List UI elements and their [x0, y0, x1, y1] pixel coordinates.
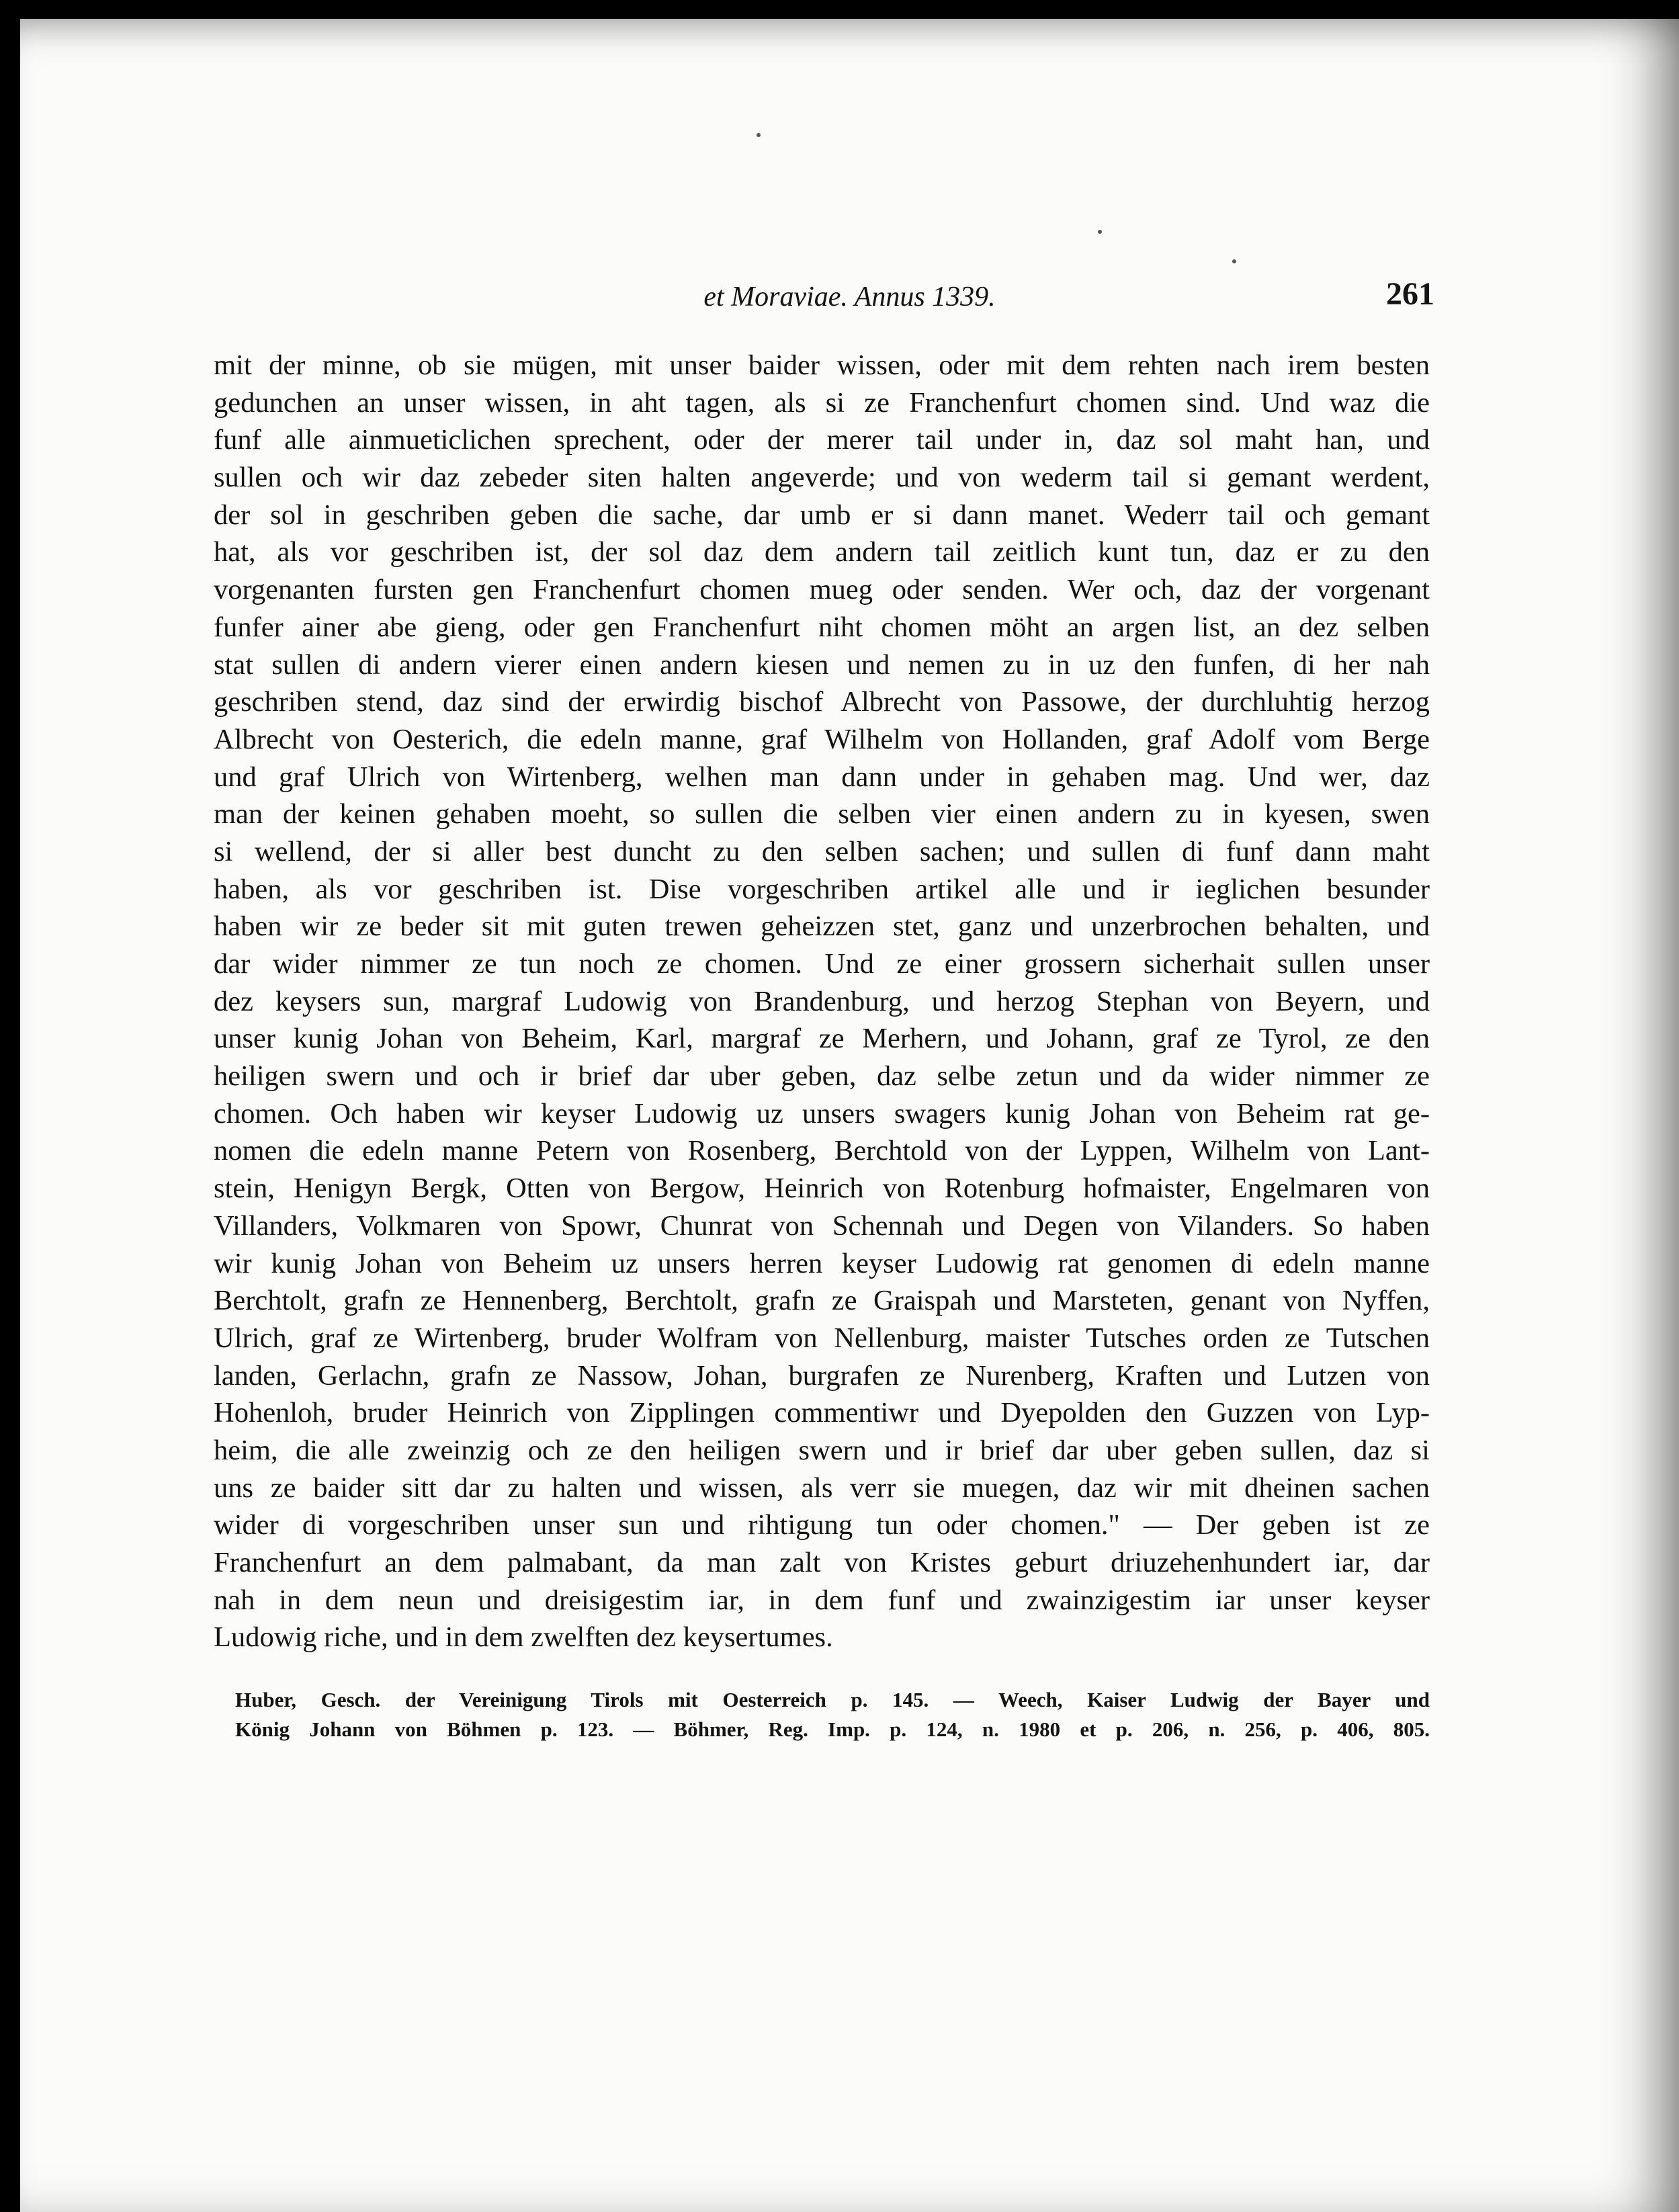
text-line: wider di vorgeschriben unser sun und rihtigung tun oder chomen." — Der geben ist ze: [214, 1509, 1430, 1541]
text-line: heiligen swern und och ir brief dar uber geben, daz selbe zetun und da wider nimmer ze: [214, 1060, 1430, 1093]
text-line: mit der minne, ob sie mügen, mit unser baider wissen, oder mit dem rehten nach irem besten: [214, 349, 1430, 381]
print-speck: [1098, 230, 1102, 234]
running-header: [20, 274, 1679, 321]
text-line: landen, Gerlachn, grafn ze Nassow, Johan, burgrafen ze Nurenberg, Kraften und Lutzen von: [214, 1359, 1430, 1392]
text-line: man der keinen gehaben moeht, so sullen die selben vier einen andern zu in kyesen, swen: [214, 798, 1430, 831]
print-speck: [757, 133, 761, 137]
text-line: stein, Henigyn Bergk, Otten von Bergow, Heinrich von Rotenburg hofmaister, Engelmaren von: [214, 1173, 1430, 1205]
text-line: funfer ainer abe gieng, oder gen Franchenfurt niht chomen möht an argen list, an dez selben: [214, 611, 1430, 643]
text-line: heim, die alle zweinzig och ze den heiligen swern und ir brief dar uber geben sullen, daz si: [214, 1434, 1430, 1466]
running-title: et Moraviae. Annus 1339.: [703, 282, 996, 312]
text-line: wir kunig Johan von Beheim uz unsers herren keyser Ludowig rat genomen di edeln manne: [214, 1247, 1430, 1279]
text-line: funf alle ainmueticlichen sprechent, oder der merer tail under in, daz sol maht han, und: [214, 424, 1430, 456]
text-line: Franchenfurt an dem palmabant, da man zalt von Kristes geburt driuzehenhundert iar, dar: [214, 1547, 1430, 1578]
text-line: haben, als vor geschriben ist. Dise vorgeschriben artikel alle und ir ieglichen besunder: [214, 873, 1430, 905]
text-line: der sol in geschriben geben die sache, dar umb er si dann manet. Wederr tail och gemant: [214, 499, 1430, 531]
text-line: sullen och wir daz zebeder siten halten angeverde; und von wederm tail si gemant werdent,: [214, 462, 1430, 494]
bibliographic-footnote: [235, 1685, 1430, 1744]
text-line: und graf Ulrich von Wirtenberg, welhen man dann under in gehaben mag. Und wer, daz: [214, 761, 1430, 793]
text-line: hat, als vor geschriben ist, der sol daz dem andern tail zeitlich kunt tun, daz er zu den: [214, 536, 1430, 568]
text-line: Ulrich, graf ze Wirtenberg, bruder Wolfram von Nellenburg, maister Tutsches orden ze Tutschen: [214, 1322, 1430, 1354]
print-speck: [1232, 259, 1236, 263]
text-line: gedunchen an unser wissen, in aht tagen, als si ze Franchenfurt chomen sind. Und waz die: [214, 386, 1430, 419]
text-line: dez keysers sun, margraf Ludowig von Brandenburg, und herzog Stephan von Beyern, und: [214, 985, 1430, 1017]
text-line: Hohenloh, bruder Heinrich von Zipplingen commentiwr und Dyepolden den Guzzen von Lyp-: [214, 1397, 1430, 1429]
text-line: uns ze baider sitt dar zu halten und wissen, als verr sie muegen, daz wir mit dheinen sachen: [214, 1472, 1430, 1504]
text-line: stat sullen di andern vierer einen andern kiesen und nemen zu in uz den funfen, di her nah: [214, 648, 1430, 681]
footnote-line: Huber, Gesch. der Vereinigung Tirols mit Oesterreich p. 145. — Weech, Kaiser Ludwig der Bayer und: [235, 1688, 1430, 1711]
text-line: nomen die edeln manne Petern von Rosenberg, Berchtold von der Lyppen, Wilhelm von Lant-: [214, 1135, 1430, 1167]
text-line: nah in dem neun und dreisigestim iar, in dem funf und zwainzigestim iar unser keyser: [214, 1584, 1430, 1616]
text-line: geschriben stend, daz sind der erwirdig bischof Albrecht von Passowe, der durchluhtig herzog: [214, 686, 1430, 718]
text-line: haben wir ze beder sit mit guten trewen geheizzen stet, ganz und unzerbrochen behalten, und: [214, 910, 1430, 943]
text-line: Ludowig riche, und in dem zwelften dez keysertumes.: [214, 1621, 833, 1654]
main-text-block: [214, 347, 1430, 1656]
text-line: Villanders, Volkmaren von Spowr, Chunrat von Schennah und Degen von Vilanders. So haben: [214, 1209, 1430, 1242]
text-line: Albrecht von Oesterich, die edeln manne, graf Wilhelm von Hollanden, graf Adolf vom Berge: [214, 723, 1430, 755]
text-line: dar wider nimmer ze tun noch ze chomen. Und ze einer grossern sicherhait sullen unser: [214, 948, 1430, 980]
page-number: 261: [1386, 276, 1434, 312]
text-line: vorgenanten fursten gen Franchenfurt chomen mueg oder senden. Wer och, daz der vorgenant: [214, 574, 1430, 606]
book-page: [20, 19, 1679, 2212]
text-line: si wellend, der si aller best duncht zu den selben sachen; und sullen di funf dann maht: [214, 835, 1430, 867]
footnote-line: König Johann von Böhmen p. 123. — Böhmer, Reg. Imp. p. 124, n. 1980 et p. 206, n. 256, p. 406, 805.: [235, 1717, 1430, 1741]
text-line: unser kunig Johan von Beheim, Karl, margraf ze Merhern, und Johann, graf ze Tyrol, ze den: [214, 1023, 1430, 1055]
text-line: chomen. Och haben wir keyser Ludowig uz unsers swagers kunig Johan von Beheim rat ge-: [214, 1097, 1430, 1130]
text-line: Berchtolt, grafn ze Hennenberg, Berchtolt, grafn ze Graispah und Marsteten, genant von Nyffen,: [214, 1285, 1430, 1317]
